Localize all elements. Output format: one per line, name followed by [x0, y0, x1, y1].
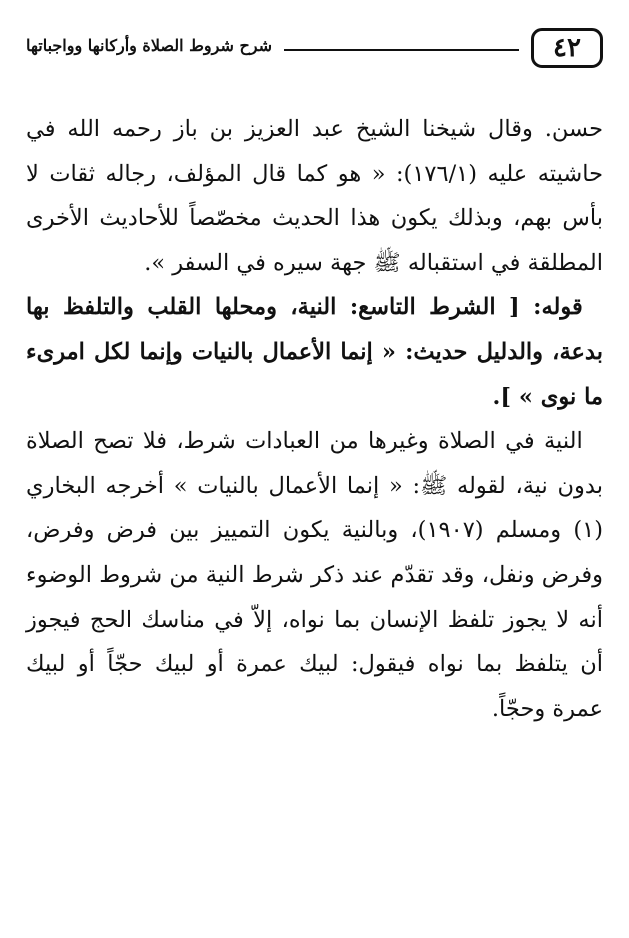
page-header [26, 28, 603, 70]
header-rule [284, 49, 519, 51]
paragraph-condition-nine: قوله: [ الشرط التاسع: النية، ومحلها القلب والتلفظ بها بدعة، والدليل حديث: « إنما الأعمال بالنيات وإنما لكل امرىء ما نوى » ]. [26, 294, 603, 410]
running-title: شرح شروط الصلاة وأركانها وواجباتها [26, 36, 273, 55]
paragraph-commentary: النية في الصلاة وغيرها من العبادات شرط، فلا تصح الصلاة بدون نية، لقوله ﷺ: « إنما الأعمال بالنيات » أخرجه البخاري (١) ومسلم (١٩٠٧)، وبالنية يكون التمييز بين فرض وفرض، وفرض ونفل، وقد تقدّم عند ذكر شرط النية من شروط الوضوء أنه لا يجوز تلفظ الإنسان بما نواه، إلاّ في مناسك الحج فيجوز أن يتلفظ بما نواه فيقول: لبيك عمرة أو لبيك حجّاً أو لبيك عمرة وحجّاً. [26, 428, 603, 722]
page-number: ٤٢ [531, 28, 603, 68]
page-body [26, 107, 603, 731]
paragraph-intro: حسن. وقال شيخنا الشيخ عبد العزيز بن باز رحمه الله في حاشيته عليه (١٧٦/١): « هو كما قال المؤلف، رجاله ثقات لا بأس بهم، وبذلك يكون هذا الحديث مخصّصاً للأحاديث الأخرى المطلقة في استقباله ﷺ جهة سيره في السفر ». [26, 116, 603, 276]
